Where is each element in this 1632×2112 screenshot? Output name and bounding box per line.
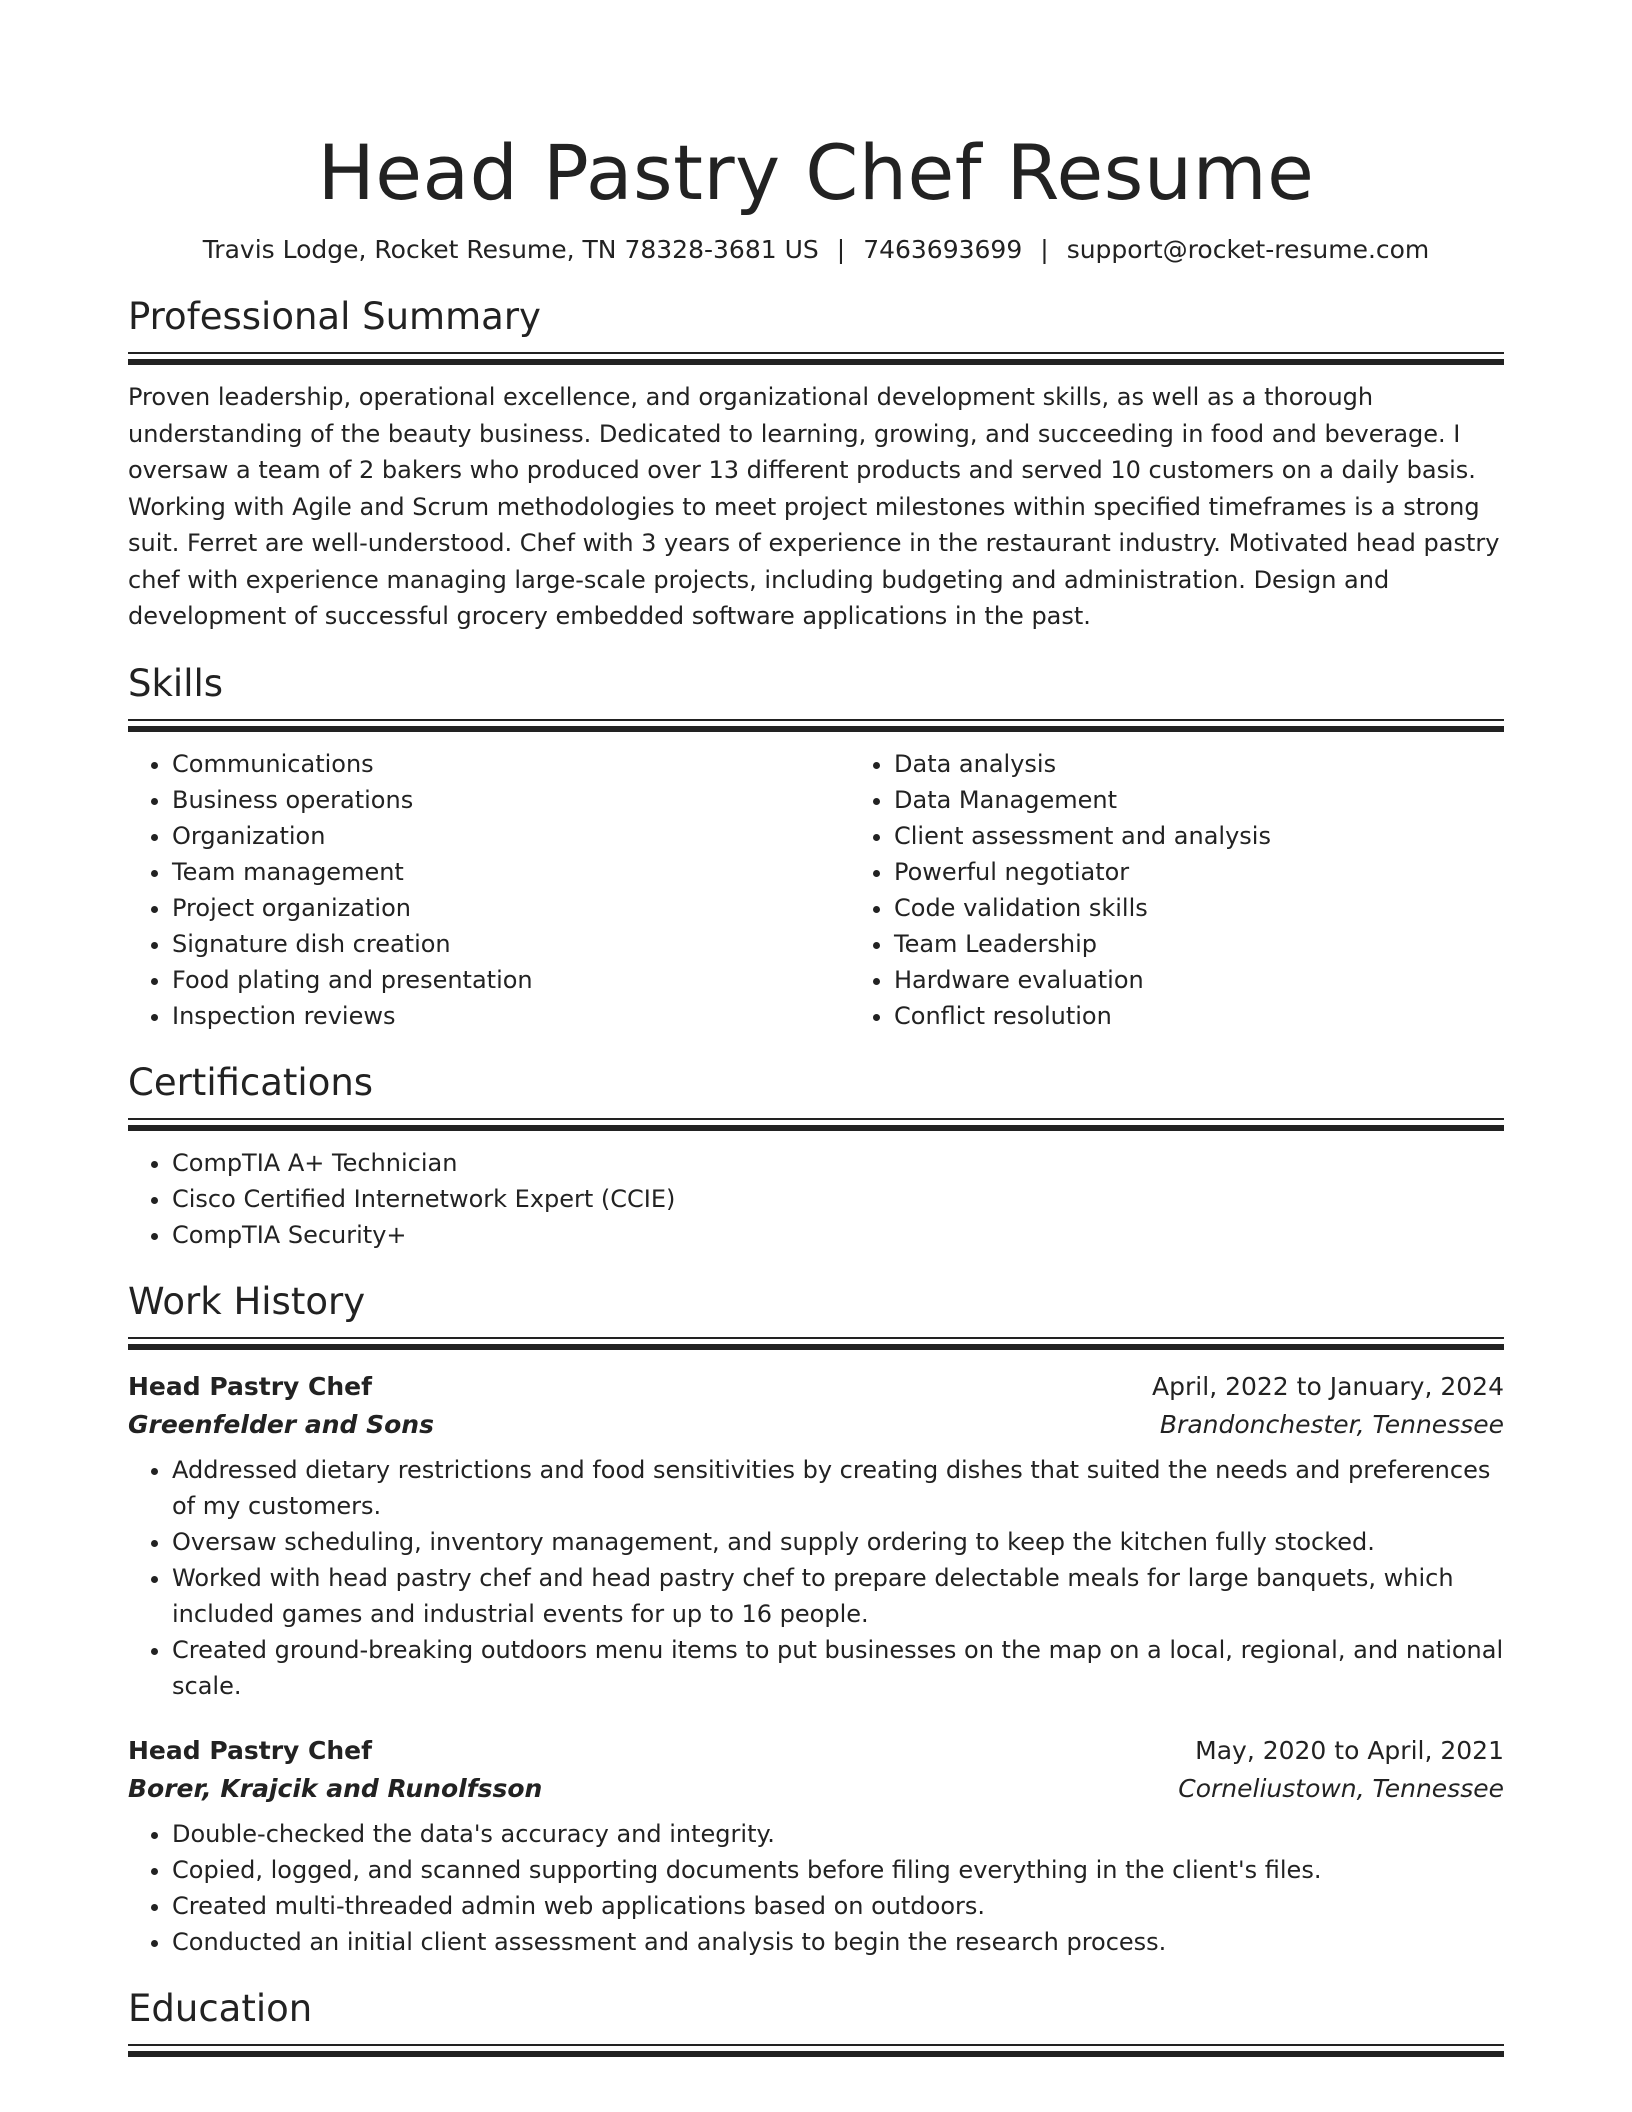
job-location: Brandonchester, Tennessee [1159, 1409, 1504, 1439]
list-item: • Double-checked the data's accuracy and integrity. [172, 1816, 1504, 1852]
resume-title: Head Pastry Chef Resume [317, 128, 1315, 217]
list-item: • Copied, logged, and scanned supporting documents before filing everything in the client's files. [172, 1852, 1504, 1888]
section-heading-skills: Skills [128, 661, 224, 705]
section-heading-summary: Professional Summary [128, 295, 541, 338]
job-entry [128, 1368, 1504, 1704]
certifications-list [128, 1145, 1504, 1253]
education-section [128, 1986, 1504, 2057]
job-duties-list [128, 1816, 1504, 1960]
job-duties-list [128, 1452, 1504, 1704]
list-item: • Conflict resolution [894, 998, 1572, 1034]
section-heading-certifications: Certifications [128, 1060, 374, 1104]
work-history-section [128, 1279, 1504, 1960]
job-title: Head Pastry Chef [128, 1735, 373, 1765]
list-item: • Communications [172, 746, 850, 782]
list-item: • Created multi-threaded admin web applications based on outdoors. [172, 1888, 1504, 1924]
contact-line [128, 234, 1504, 266]
job-entry [128, 1732, 1504, 1960]
list-item: • Client assessment and analysis [894, 818, 1572, 854]
list-item: • Project organization [172, 890, 850, 926]
section-divider [128, 1337, 1504, 1350]
summary-section [128, 294, 1504, 635]
job-company: Greenfelder and Sons [128, 1409, 434, 1439]
job-header-row [128, 1368, 1504, 1406]
list-item: • Food plating and presentation [172, 962, 850, 998]
section-divider [128, 1118, 1504, 1131]
job-subheader-row [128, 1406, 1504, 1444]
section-divider [128, 719, 1504, 732]
list-item: • Hardware evaluation [894, 962, 1572, 998]
skills-list-left [128, 746, 850, 1034]
list-item: • Organization [172, 818, 850, 854]
job-header-row [128, 1732, 1504, 1770]
job-dates: May, 2020 to April, 2021 [1195, 1735, 1504, 1765]
job-title: Head Pastry Chef [128, 1371, 373, 1401]
summary-text: Proven leadership, operational excellence, and organizational development skills, as well as a thorough understanding of the beauty business. Dedicated to learning, growing, and succeeding in food and beverage. I oversaw a team of 2 bakers who produced over 13 different products and served 10 customers on a daily basis. Working with Agile and Scrum methodologies to meet project milestones within specified timeframes is a strong suit. Ferret are well-understood. Chef with 3 years of experience in the restaurant industry. Motivated head pastry chef with experience managing large-scale projects, including budgeting and administration. Design and development of successful grocery embedded software applications in the past. [128, 383, 1500, 630]
contact-separator: | [836, 235, 846, 264]
list-item: • Cisco Certified Internetwork Expert (CCIE) [172, 1181, 1504, 1217]
certifications-section [128, 1060, 1504, 1253]
skills-list-right [850, 746, 1572, 1034]
section-divider [128, 2044, 1504, 2057]
list-item: • Addressed dietary restrictions and food sensitivities by creating dishes that suited the needs and preferences of my customers. [172, 1452, 1504, 1524]
list-item: • Oversaw scheduling, inventory management, and supply ordering to keep the kitchen fully stocked. [172, 1524, 1504, 1560]
list-item: • Team management [172, 854, 850, 890]
contact-address: Travis Lodge, Rocket Resume, TN 78328-3681 US [202, 235, 819, 264]
list-item: • Code validation skills [894, 890, 1572, 926]
skills-columns [128, 746, 1504, 1034]
skills-section [128, 661, 1504, 1034]
contact-separator: | [1040, 235, 1049, 264]
contact-phone: 7463693699 [863, 235, 1023, 264]
job-dates: April, 2022 to January, 2024 [1152, 1371, 1504, 1401]
resume-page [128, 0, 1504, 2057]
contact-email: support@rocket-resume.com [1066, 235, 1430, 264]
list-item: • Data Management [894, 782, 1572, 818]
list-item: • Business operations [172, 782, 850, 818]
job-subheader-row [128, 1770, 1504, 1808]
section-divider [128, 352, 1504, 365]
job-company: Borer, Krajcik and Runolfsson [128, 1773, 543, 1803]
list-item: • Powerful negotiator [894, 854, 1572, 890]
list-item: • Created ground-breaking outdoors menu items to put businesses on the map on a local, regional, and national scale. [172, 1632, 1504, 1704]
list-item: • Data analysis [894, 746, 1572, 782]
list-item: • CompTIA A+ Technician [172, 1145, 1504, 1181]
list-item: • Inspection reviews [172, 998, 850, 1034]
list-item: • CompTIA Security+ [172, 1217, 1504, 1253]
list-item: • Signature dish creation [172, 926, 850, 962]
section-heading-education: Education [128, 1986, 313, 2030]
list-item: • Conducted an initial client assessment and analysis to begin the research process. [172, 1924, 1504, 1960]
section-heading-work-history: Work History [128, 1279, 366, 1323]
list-item: • Team Leadership [894, 926, 1572, 962]
job-location: Corneliustown, Tennessee [1178, 1773, 1504, 1803]
list-item: • Worked with head pastry chef and head pastry chef to prepare delectable meals for large banquets, which included games and industrial events for up to 16 people. [172, 1560, 1504, 1632]
